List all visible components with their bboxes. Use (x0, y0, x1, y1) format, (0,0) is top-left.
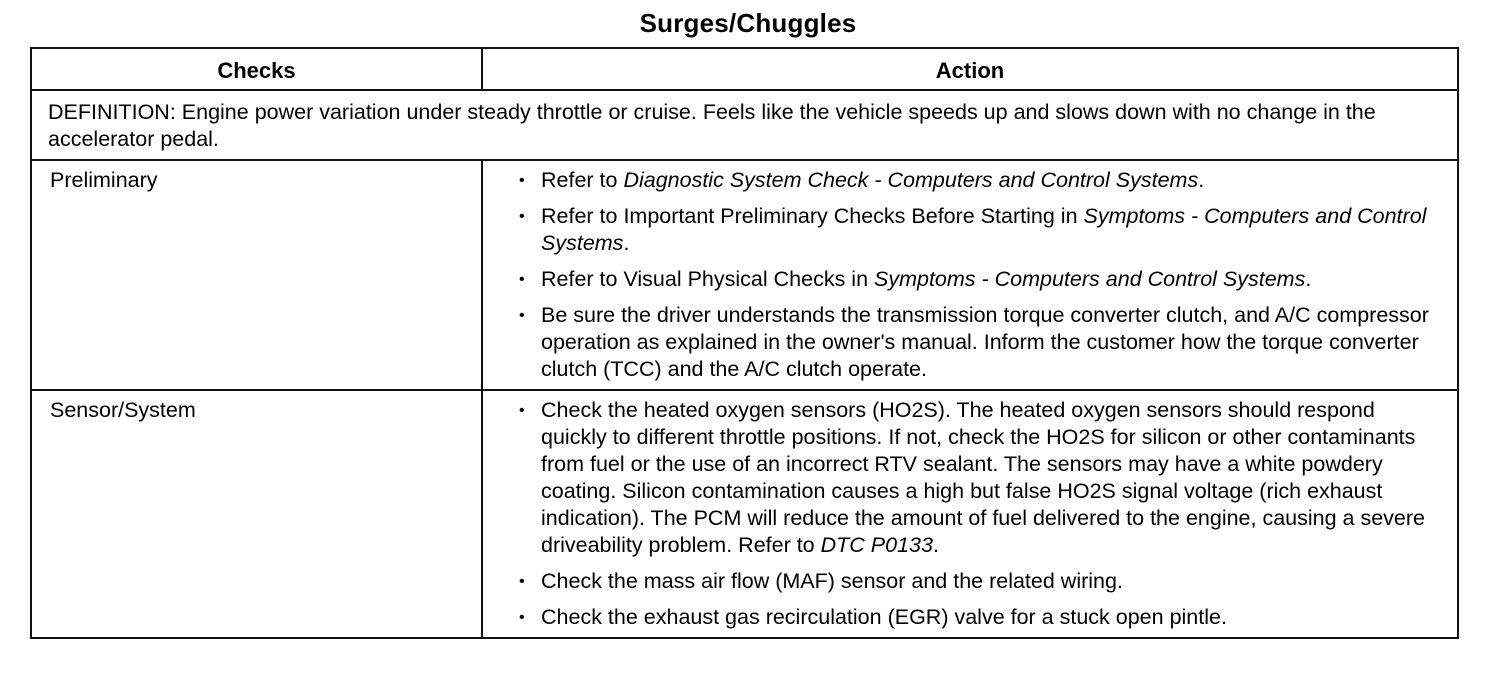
action-cell-preliminary (482, 160, 1458, 390)
definition-row (31, 90, 1458, 160)
bullet-icon: • (519, 208, 525, 225)
diagnostic-table (30, 47, 1459, 639)
action-item: • Refer to Visual Physical Checks in Symptoms - Computers and Control Systems. (519, 267, 1312, 291)
column-header-action: Action (482, 48, 1458, 90)
bullet-icon: • (519, 172, 525, 189)
action-item: • Refer to Diagnostic System Check - Computers and Control Systems. (519, 168, 1205, 192)
table-row (31, 390, 1458, 638)
action-item: • Be sure the driver understands the transmission torque converter clutch, and A/C compressor operation as explained in the owner's manual. Inform the customer how the torque converter clutch (TCC) and the A/C clutch operate. (519, 303, 1429, 381)
action-list (519, 167, 1443, 383)
action-cell-sensor-system (482, 390, 1458, 638)
action-list (519, 397, 1443, 631)
check-cell-preliminary: Preliminary (31, 160, 482, 390)
check-cell-sensor-system: Sensor/System (31, 390, 482, 638)
page-title: Surges/Chuggles (639, 8, 857, 38)
bullet-icon: • (519, 307, 525, 324)
action-item: • Refer to Important Preliminary Checks Before Starting in Symptoms - Computers and Control Systems. (519, 204, 1427, 255)
table-row (31, 160, 1458, 390)
bullet-icon: • (519, 609, 525, 626)
bullet-icon: • (519, 573, 525, 590)
bullet-icon: • (519, 271, 525, 288)
column-header-checks: Checks (31, 48, 482, 90)
definition-text: DEFINITION: Engine power variation under steady throttle or cruise. Feels like the vehicle speeds up and slows down with no change in the accelerator pedal. (31, 90, 1458, 160)
table-header-row (31, 48, 1458, 90)
action-item: • Check the exhaust gas recirculation (EGR) valve for a stuck open pintle. (519, 605, 1227, 629)
bullet-icon: • (519, 402, 525, 419)
action-item: • Check the heated oxygen sensors (HO2S). The heated oxygen sensors should respond quickly to different throttle positions. If not, check the HO2S for silicon or other contaminants from fuel or the use of an incorrect RTV sealant. The sensors may have a white powdery coating. Silicon contamination causes a high but false HO2S signal voltage (rich exhaust indication). The PCM will reduce the amount of fuel delivered to the engine, causing a severe driveability problem. Refer to DTC P0133. (519, 398, 1425, 557)
action-item: • Check the mass air flow (MAF) sensor and the related wiring. (519, 569, 1123, 593)
